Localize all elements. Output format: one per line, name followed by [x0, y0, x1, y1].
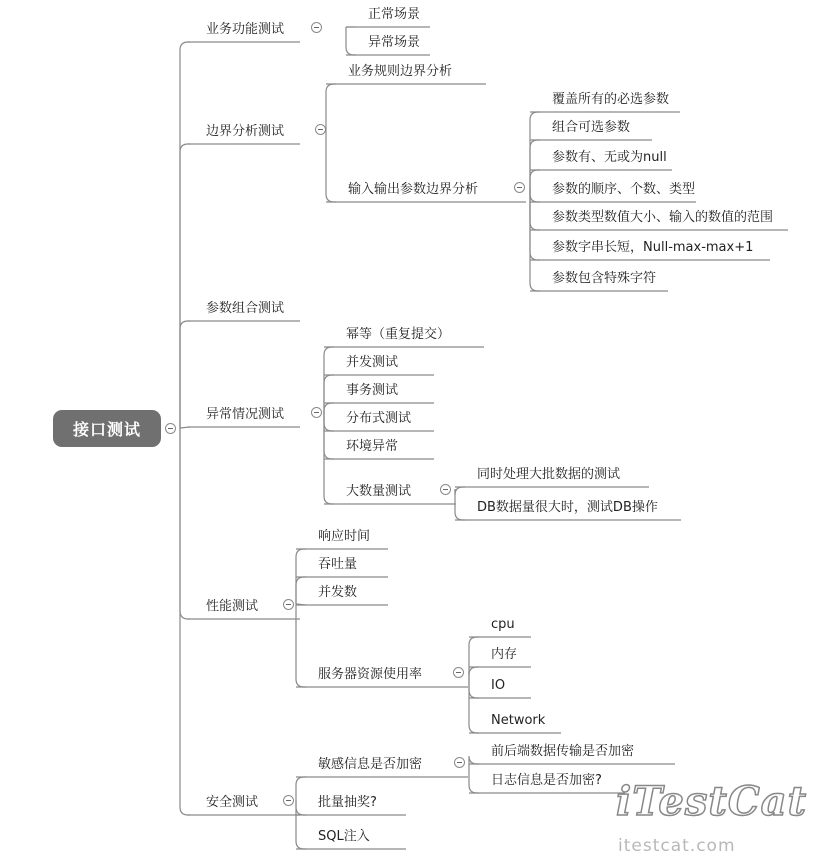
branch-label-5[interactable]: 安全测试 — [206, 795, 259, 810]
grandchild-label-1-1-2[interactable]: 参数有、无或为null — [552, 150, 667, 165]
branch-label-2[interactable]: 参数组合测试 — [206, 301, 285, 316]
child-label-4-2[interactable]: 并发数 — [318, 585, 358, 600]
child-label-0-1[interactable]: 异常场景 — [368, 35, 421, 50]
child-label-5-2[interactable]: SQL注入 — [318, 829, 370, 844]
grandchild-label-4-3-2[interactable]: IO — [491, 678, 506, 693]
grandchild-label-4-3-1[interactable]: 内存 — [491, 647, 518, 662]
root-node[interactable] — [53, 410, 161, 447]
child-label-3-2[interactable]: 事务测试 — [346, 383, 399, 398]
grandchild-label-5-0-1[interactable]: 日志信息是否加密? — [491, 773, 602, 788]
child-label-4-0[interactable]: 响应时间 — [318, 529, 371, 544]
child-label-3-4[interactable]: 环境异常 — [346, 439, 399, 454]
child-label-0-0[interactable]: 正常场景 — [368, 7, 421, 22]
branch-5-child-link-2 — [296, 800, 306, 849]
branch-3-child-link-2 — [324, 403, 334, 412]
child-label-4-1[interactable]: 吞吐量 — [318, 557, 358, 572]
child-collapse-toggle-1-1[interactable] — [514, 182, 525, 193]
child-collapse-toggle-3-5[interactable] — [440, 484, 451, 495]
branch-3-child-link-0 — [324, 347, 334, 412]
root-collapse-toggle[interactable] — [165, 423, 176, 434]
branch-label-1[interactable]: 边界分析测试 — [206, 124, 285, 139]
child-label-3-0[interactable]: 幂等（重复提交） — [346, 327, 451, 342]
grandchild-link-1-1-2 — [530, 170, 540, 187]
grandchild-label-3-5-0[interactable]: 同时处理大批数据的测试 — [477, 467, 621, 482]
child-label-3-1[interactable]: 并发测试 — [346, 355, 399, 370]
branch-0-child-link-1 — [346, 27, 356, 55]
child-label-3-3[interactable]: 分布式测试 — [346, 411, 412, 426]
grandchild-link-3-5-0 — [455, 487, 465, 495]
grandchild-label-3-5-1[interactable]: DB数据量很大时，测试DB操作 — [477, 500, 658, 515]
branch-collapse-toggle-3[interactable] — [311, 407, 322, 418]
child-label-5-0[interactable]: 敏感信息是否加密 — [318, 757, 423, 772]
root-link-2 — [180, 321, 190, 428]
grandchild-link-1-1-4 — [530, 187, 540, 230]
branch-label-4[interactable]: 性能测试 — [206, 599, 259, 614]
branch-4-child-link-1 — [296, 577, 306, 604]
child-label-1-1[interactable]: 输入输出参数边界分析 — [348, 182, 479, 197]
watermark-logo: iTestCat — [616, 778, 808, 825]
branch-collapse-toggle-4[interactable] — [283, 599, 294, 610]
grandchild-link-4-3-2 — [469, 672, 479, 698]
child-label-4-3[interactable]: 服务器资源使用率 — [318, 667, 423, 682]
branch-5-child-link-1 — [296, 800, 306, 815]
branch-4-child-link-3 — [296, 604, 306, 687]
branch-collapse-toggle-0[interactable] — [311, 22, 322, 33]
grandchild-label-4-3-3[interactable]: Network — [491, 713, 546, 728]
branch-1-child-link-0 — [326, 84, 336, 129]
root-link-5 — [180, 428, 190, 815]
grandchild-link-1-1-5 — [530, 187, 540, 260]
grandchild-link-1-1-1 — [530, 140, 540, 187]
child-label-1-0[interactable]: 业务规则边界分析 — [348, 64, 453, 79]
grandchild-label-5-0-0[interactable]: 前后端数据传输是否加密 — [491, 744, 635, 759]
branch-3-child-link-5 — [324, 412, 334, 504]
watermark-site: itestcat.com — [618, 836, 736, 856]
branch-collapse-toggle-5[interactable] — [283, 795, 294, 806]
grandchild-label-1-1-5[interactable]: 参数字串长短，Null-max-max+1 — [552, 240, 754, 255]
grandchild-link-5-0-1 — [469, 762, 479, 793]
grandchild-label-4-3-0[interactable]: cpu — [491, 617, 515, 632]
branch-label-3[interactable]: 异常情况测试 — [206, 407, 285, 422]
grandchild-link-4-3-1 — [469, 667, 479, 675]
root-link-0 — [180, 42, 190, 428]
branch-collapse-toggle-1[interactable] — [315, 124, 326, 135]
branch-1-child-link-1 — [326, 129, 336, 202]
grandchild-link-4-3-3 — [469, 672, 479, 733]
grandchild-link-1-1-3 — [530, 187, 540, 202]
child-collapse-toggle-4-3[interactable] — [453, 667, 464, 678]
child-label-5-1[interactable]: 批量抽奖? — [318, 795, 377, 810]
root-label: 接口测试 — [72, 420, 141, 439]
grandchild-label-1-1-0[interactable]: 覆盖所有的必选参数 — [552, 92, 670, 107]
grandchild-link-3-5-1 — [455, 489, 465, 520]
root-link-4 — [180, 428, 190, 619]
grandchild-label-1-1-6[interactable]: 参数包含特殊字符 — [552, 271, 657, 286]
child-label-3-5[interactable]: 大数量测试 — [346, 484, 412, 499]
branch-3-child-link-3 — [324, 412, 334, 431]
child-collapse-toggle-5-0[interactable] — [454, 757, 465, 768]
branch-3-child-link-4 — [324, 412, 334, 459]
root-link-1 — [180, 144, 190, 428]
grandchild-label-1-1-1[interactable]: 组合可选参数 — [552, 120, 631, 135]
grandchild-link-1-1-0 — [530, 112, 540, 187]
branch-label-0[interactable]: 业务功能测试 — [206, 22, 285, 37]
grandchild-link-5-0-0 — [469, 756, 479, 764]
grandchild-label-1-1-4[interactable]: 参数类型数值大小、输入的数值的范围 — [552, 210, 774, 225]
branch-5-child-link-0 — [296, 777, 306, 800]
grandchild-label-1-1-3[interactable]: 参数的顺序、个数、类型 — [552, 182, 696, 197]
